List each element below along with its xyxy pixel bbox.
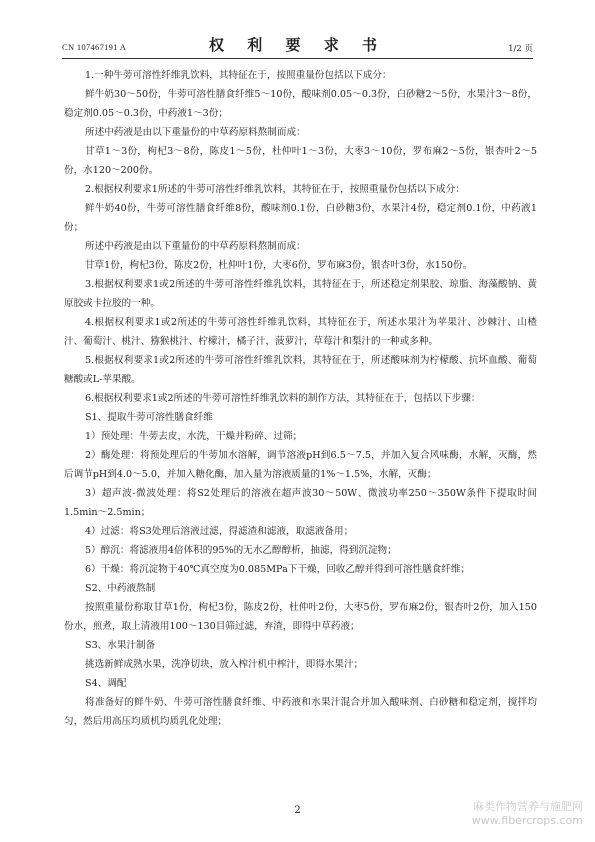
claim-paragraph: 所述中药液是由以下重量份的中草药原料熬制而成： [85, 127, 306, 138]
claim-paragraph: 4）过滤：将S3处理后溶液过滤，得滤渣和滤液，取滤液备用； [85, 526, 354, 537]
claim-paragraph: 3.根据权利要求1或2所述的牛蒡可溶性纤维乳饮料，其特征在于，所述稳定剂果胶、琼脂、海藻酸钠、黄原胶或卡拉胶的一种。 [64, 279, 537, 309]
claim-paragraph: 2.根据权利要求1所述的牛蒡可溶性纤维乳饮料，其特征在于，按照重量份包括以下成分： [85, 184, 465, 195]
claim-paragraph: 4.根据权利要求1或2所述的牛蒡可溶性纤维乳饮料，其特征在于，所述水果汁为苹果汁、沙棘汁、山楂汁、葡萄汁、桃汁、猕猴桃汁、柠檬汁，橘子汁，菠萝汁，草莓汁和梨汁的一种或多种。 [64, 317, 537, 347]
claim-paragraph: 5）醇沉：将滤液用4倍体积的95%的无水乙醇醇析，抽滤，得到沉淀物； [85, 545, 397, 556]
step-heading: S2、中药液熬制 [85, 583, 156, 594]
header-rule [62, 58, 533, 59]
page-indicator: 1/2 页 [508, 44, 533, 54]
claim-paragraph: 1.一种牛蒡可溶性纤维乳饮料，其特征在于，按照重量份包括以下成分： [85, 70, 392, 81]
claim-paragraph: 甘草1份，枸杞3份，陈皮2份，杜仲叶1份，大枣6份，罗布麻3份，银杏叶3份，水150份。 [85, 260, 473, 271]
step-heading: S4、调配 [85, 678, 127, 689]
claim-paragraph: 6.根据权利要求1或2所述的牛蒡可溶性纤维乳饮料的制作方法，其特征在于，包括以下步骤： [85, 393, 481, 404]
claim-paragraph: 鲜牛奶40份，牛蒡可溶性膳食纤维8份，酸味剂0.1份，白砂糖3份，水果汁4份，稳定剂0.1份，中药液1份； [64, 203, 537, 233]
claims-body [64, 66, 537, 731]
step-heading: S3、水果汁制备 [85, 640, 156, 651]
claim-paragraph: 2）酶处理：将预处理后的牛蒡加水溶解，调节溶液pH到6.5～7.5，并加入复合风味酶，水解，灭酶，然后调节pH到4.0～5.0，并加入糖化酶，加入量为溶液质量的1%～1.5%，水解，灭酶； [64, 450, 537, 480]
page-title: 权 利 要 求 书 [209, 36, 386, 54]
claim-paragraph: 甘草1～3份，枸杞3～8份，陈皮1～5份，杜仲叶1～3份，大枣3～10份，罗布麻2～5份，银杏叶2～5份，水120～200份。 [64, 146, 537, 176]
watermark-url: www.fibercrops.com [471, 814, 583, 827]
claim-paragraph: 所述中药液是由以下重量份的中草药原料熬制而成： [85, 241, 306, 252]
claim-paragraph: 挑选新鲜成熟水果，洗净切块，放入榨汁机中榨汁，即得水果汁； [85, 659, 364, 670]
page-header [62, 34, 533, 56]
page-number: 2 [294, 805, 301, 816]
claim-paragraph: 按照重量份称取甘草1份，枸杞3份，陈皮2份，杜仲叶2份，大枣5份，罗布麻2份，银杏叶2份，加入150份水，煎煮，取上清液用100～130目筛过滤，弃渣，即得中草药液； [64, 602, 537, 632]
claim-paragraph: 3）超声波-微波处理：将S2处理后的溶液在超声波30～50W、微波功率250～350W条件下提取时间1.5min～2.5min； [64, 488, 537, 518]
claim-paragraph: 鲜牛奶30～50份，牛蒡可溶性膳食纤维5～10份，酸味剂0.05～0.3份，白砂糖2～5份，水果汁3～8份，稳定剂0.05～0.3份，中药液1～3份； [64, 89, 537, 119]
publication-number: CN 107467191 A [62, 42, 127, 52]
claim-paragraph: 1）预处理：牛蒡去皮，水洗，干燥并粉碎、过筛； [85, 431, 303, 442]
watermark-line: 麻类作物营养与施肥网 [473, 800, 583, 813]
claim-paragraph: 将准备好的鲜牛奶、牛蒡可溶性膳食纤维、中药液和水果汁混合并加入酸味剂、白砂糖和稳定剂，搅拌均匀，然后用高压均质机均质乳化处理； [64, 697, 537, 727]
claim-paragraph: 6）干燥：将沉淀物于40℃真空度为0.085MPa下干燥，回收乙醇并得到可溶性膳食纤维； [85, 564, 471, 575]
claim-paragraph: 5.根据权利要求1或2所述的牛蒡可溶性纤维乳饮料，其特征在于，所述酸味剂为柠檬酸、抗坏血酸、葡萄糖酸或L-苹果酸。 [64, 355, 537, 385]
step-heading: S1、提取牛蒡可溶性膳食纤维 [85, 412, 213, 423]
watermark [403, 800, 583, 828]
